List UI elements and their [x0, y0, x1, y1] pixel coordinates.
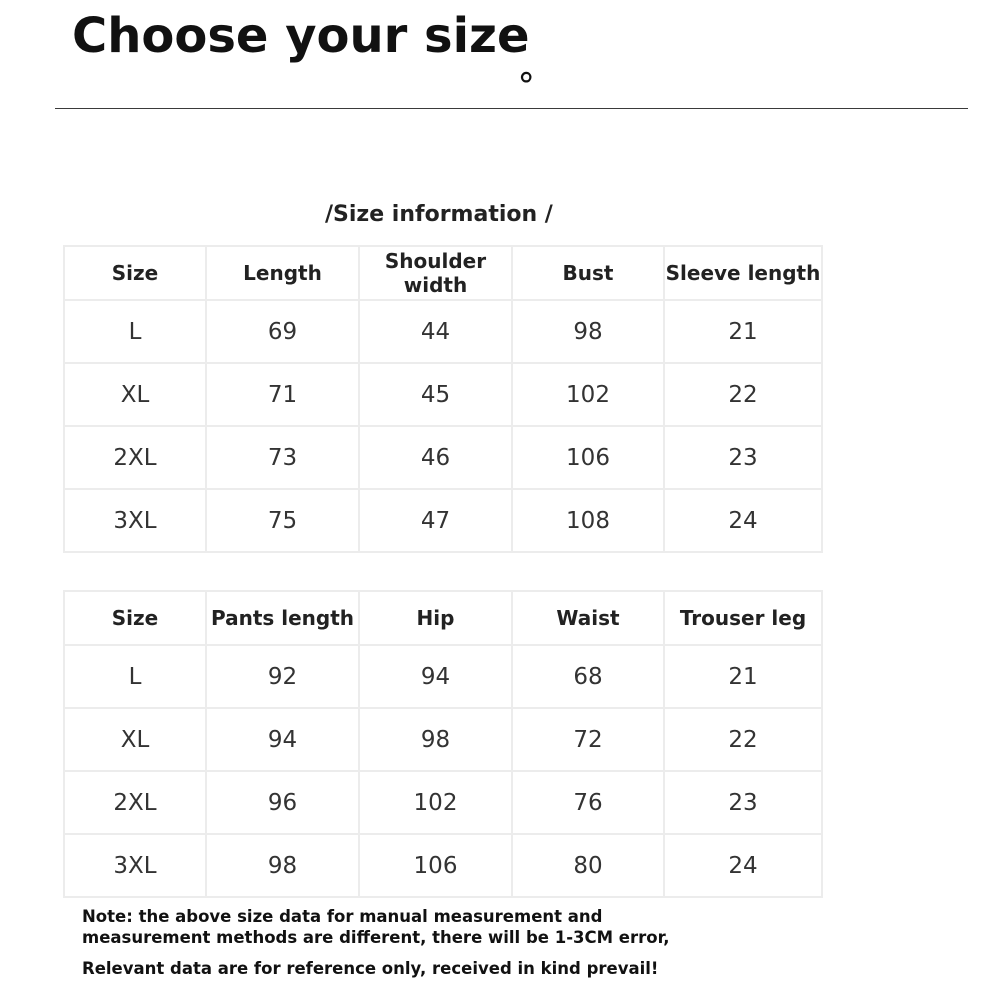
table-cell: 22: [664, 363, 822, 426]
header-cell: Bust: [512, 246, 664, 300]
table-cell: 96: [206, 771, 359, 834]
table-cell: XL: [64, 363, 206, 426]
table-cell: 24: [664, 489, 822, 552]
table-cell: 92: [206, 645, 359, 708]
table-cell: 72: [512, 708, 664, 771]
table-cell: 21: [664, 300, 822, 363]
table-cell: 47: [359, 489, 512, 552]
measurement-note: [82, 906, 962, 979]
header-cell: Sleeve length: [664, 246, 822, 300]
table-cell: 106: [512, 426, 664, 489]
table-cell: 71: [206, 363, 359, 426]
table-row: [64, 426, 822, 489]
header-cell: Waist: [512, 591, 664, 645]
section-title: /Size information /: [325, 202, 553, 227]
table-cell: 108: [512, 489, 664, 552]
table-cell: 23: [664, 426, 822, 489]
table-cell: 102: [359, 771, 512, 834]
table-cell: 94: [359, 645, 512, 708]
header-cell: Trouser leg: [664, 591, 822, 645]
note-line: Relevant data are for reference only, received in kind prevail!: [82, 959, 659, 978]
table-cell: 44: [359, 300, 512, 363]
table-cell: 45: [359, 363, 512, 426]
header-cell: Shoulder width: [359, 246, 512, 300]
table-cell: 80: [512, 834, 664, 897]
table-row: [64, 708, 822, 771]
title-punctuation: 。: [520, 48, 554, 88]
page-title: Choose your size: [72, 8, 530, 64]
table-cell: 98: [512, 300, 664, 363]
table-cell: 106: [359, 834, 512, 897]
note-line: measurement methods are different, there will be 1-3CM error,: [82, 928, 670, 947]
table-cell: 98: [359, 708, 512, 771]
table-row: [64, 363, 822, 426]
table-row: [64, 771, 822, 834]
table-cell: 21: [664, 645, 822, 708]
table-cell: 75: [206, 489, 359, 552]
table-cell: 94: [206, 708, 359, 771]
header-cell: Hip: [359, 591, 512, 645]
table-cell: 22: [664, 708, 822, 771]
table-cell: 102: [512, 363, 664, 426]
note-line: Note: the above size data for manual measurement and: [82, 907, 603, 926]
header-cell: Size: [64, 246, 206, 300]
table-header-row: [64, 246, 822, 300]
table-cell: L: [64, 645, 206, 708]
table-cell: 2XL: [64, 771, 206, 834]
table-cell: 2XL: [64, 426, 206, 489]
header-cell: Length: [206, 246, 359, 300]
top-size-table: [63, 245, 823, 553]
table-cell: XL: [64, 708, 206, 771]
table-row: [64, 489, 822, 552]
table-cell: 3XL: [64, 834, 206, 897]
table-row: [64, 645, 822, 708]
table-cell: 68: [512, 645, 664, 708]
header-cell: Size: [64, 591, 206, 645]
table-cell: 24: [664, 834, 822, 897]
header-divider: [55, 108, 968, 109]
table-row: [64, 834, 822, 897]
bottom-size-table: [63, 590, 823, 898]
table-cell: 23: [664, 771, 822, 834]
header-cell: Pants length: [206, 591, 359, 645]
table-cell: 3XL: [64, 489, 206, 552]
table-cell: 73: [206, 426, 359, 489]
table-cell: L: [64, 300, 206, 363]
table-cell: 46: [359, 426, 512, 489]
table-cell: 98: [206, 834, 359, 897]
table-cell: 76: [512, 771, 664, 834]
table-header-row: [64, 591, 822, 645]
table-row: [64, 300, 822, 363]
table-cell: 69: [206, 300, 359, 363]
